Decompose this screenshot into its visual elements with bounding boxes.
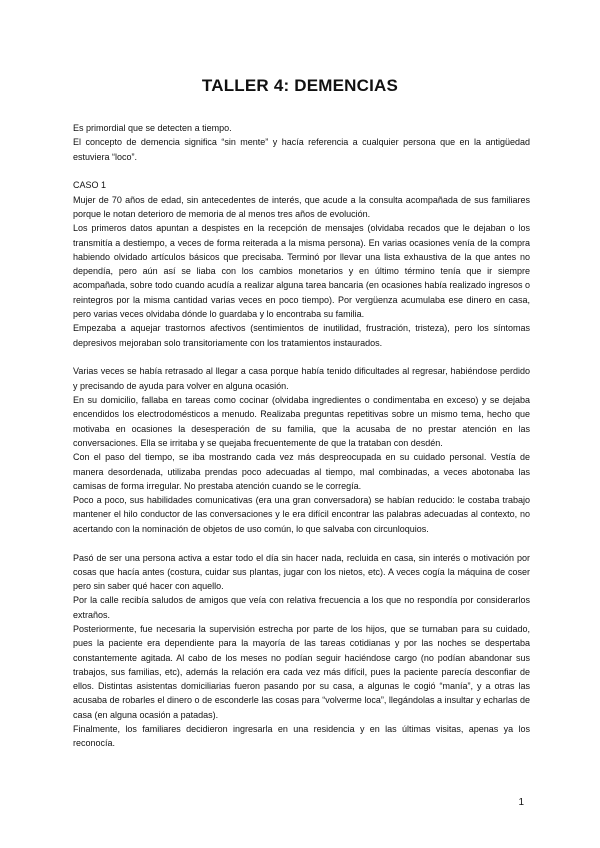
body-paragraph: Mujer de 70 años de edad, sin antecedentes de interés, que acude a la consulta acompañada de sus familiares porque le notan deterioro de memoria de al menos tres años de evolución. <box>73 194 530 219</box>
paragraph-gap <box>73 350 530 365</box>
intro-paragraph: Es primordial que se detecten a tiempo. <box>73 123 232 133</box>
body-paragraph: Finalmente, los familiares decidieron ingresarla en una residencia y en las últimas visitas, apenas ya los reconocía. <box>73 724 530 749</box>
body-paragraph: Por la calle recibía saludos de amigos que veía con relativa frecuencia a los que no respondía por considerarlos extraños. <box>73 595 530 620</box>
body-paragraph: Poco a poco, sus habilidades comunicativas (era una gran conversadora) se habían reducido: le costaba trabajo mantener el hilo conductor de las conversaciones y le era difícil encontrar las palabras adecuadas al contexto, no acertando con la nominación de objetos de uso común, lo que salvaba con circunloquios. <box>73 495 530 534</box>
paragraph-gap <box>73 536 530 551</box>
page-title: TALLER 4: DEMENCIAS <box>201 76 399 95</box>
case-heading: CASO 1 <box>73 180 107 191</box>
body-paragraph: Empezaba a aquejar trastornos afectivos (sentimientos de inutilidad, frustración, tristeza), pero los síntomas depresivos mejoraban solo transitoriamente con los tratamientos instaurados. <box>73 323 530 348</box>
body-paragraph: Posteriormente, fue necesaria la supervisión estrecha por parte de los hijos, que se turnaban para su cuidado, pues la paciente era dependiente para la mayoría de las tareas cotidianas y por las noches se despertaba constantemente agitada. Al cabo de los meses no podían seguir haciéndose cargo (no podían abandonar sus trabajos, sus familias, etc), además la relación era cada vez más difícil, pues la paciente parecía desconfiar de ellos. Distintas asistentas domiciliarias fueron pasando por su casa, a algunas le cogió “manía”, y a otras las acusaba de robarles el dinero o de esconderle las cosas para “volverme loca”, llegándolas a insultar y echarlas de casa (en alguna ocasión a patadas). <box>73 624 530 720</box>
body-paragraph: Con el paso del tiempo, se iba mostrando cada vez más despreocupada en su cuidado personal. Vestía de manera desordenada, utilizaba prendas poco adecuadas al tiempo, mal combinadas, a veces abotonaba las camisas de forma irregular. No prestaba atención cuando se le corregía. <box>73 452 530 491</box>
paragraph-gap <box>73 164 530 179</box>
body-paragraph: En su domicilio, fallaba en tareas como cocinar (olvidaba ingredientes o condimentaba en exceso) y se dejaba encendidos los electrodomésticos a menudo. Realizaba preguntas repetitivas sobre un mismo tema, hecho que motivaba en ocasiones la desesperación de su familia, que la acusaba de no prestar atención en las conversaciones. Ella se irritaba y se quejaba frecuentemente de que la trataban con desdén. <box>73 395 530 448</box>
body-paragraph: Pasó de ser una persona activa a estar todo el día sin hacer nada, recluida en casa, sin interés o motivación por cosas que hacía antes (costura, cuidar sus plantas, jugar con los nietos, etc). A veces cogía la máquina de coser pero sin saber qué hacer con aquello. <box>73 552 530 592</box>
intro-paragraph: El concepto de demencia significa “sin mente” y hacía referencia a cualquier persona que en la antigüedad estuviera “loco”. <box>73 137 530 162</box>
document-body <box>73 121 530 751</box>
body-paragraph: Varias veces se había retrasado al llegar a casa porque había tenido dificultades al regresar, habiéndose perdido y precisando de ayuda para volver en alguna ocasión. <box>73 366 530 391</box>
body-paragraph: Los primeros datos apuntan a despistes en la recepción de mensajes (olvidaba recados que le dejaban o los transmitía a destiempo, a veces de forma reiterada a la misma persona). En varias ocasiones venía de la compra habiendo olvidado artículos básicos que precisaba. Terminó por llevar una lista exhaustiva de la que antes no dependía, pero aún así se liaba con los cambios monetarios y en último término tenía que ir siempre acompañada, sobre todo cuando acudía a realizar alguna tarea bancaria (en ocasiones había realizado ingresos o reintegros por la misma cantidad varias veces en poco tiempo). Por vergüenza acumulaba ese dinero en casa, pero varias veces olvidaba dónde lo guardaba y lo encontraba su familia. <box>73 223 530 320</box>
page-number: 1 <box>518 797 524 808</box>
